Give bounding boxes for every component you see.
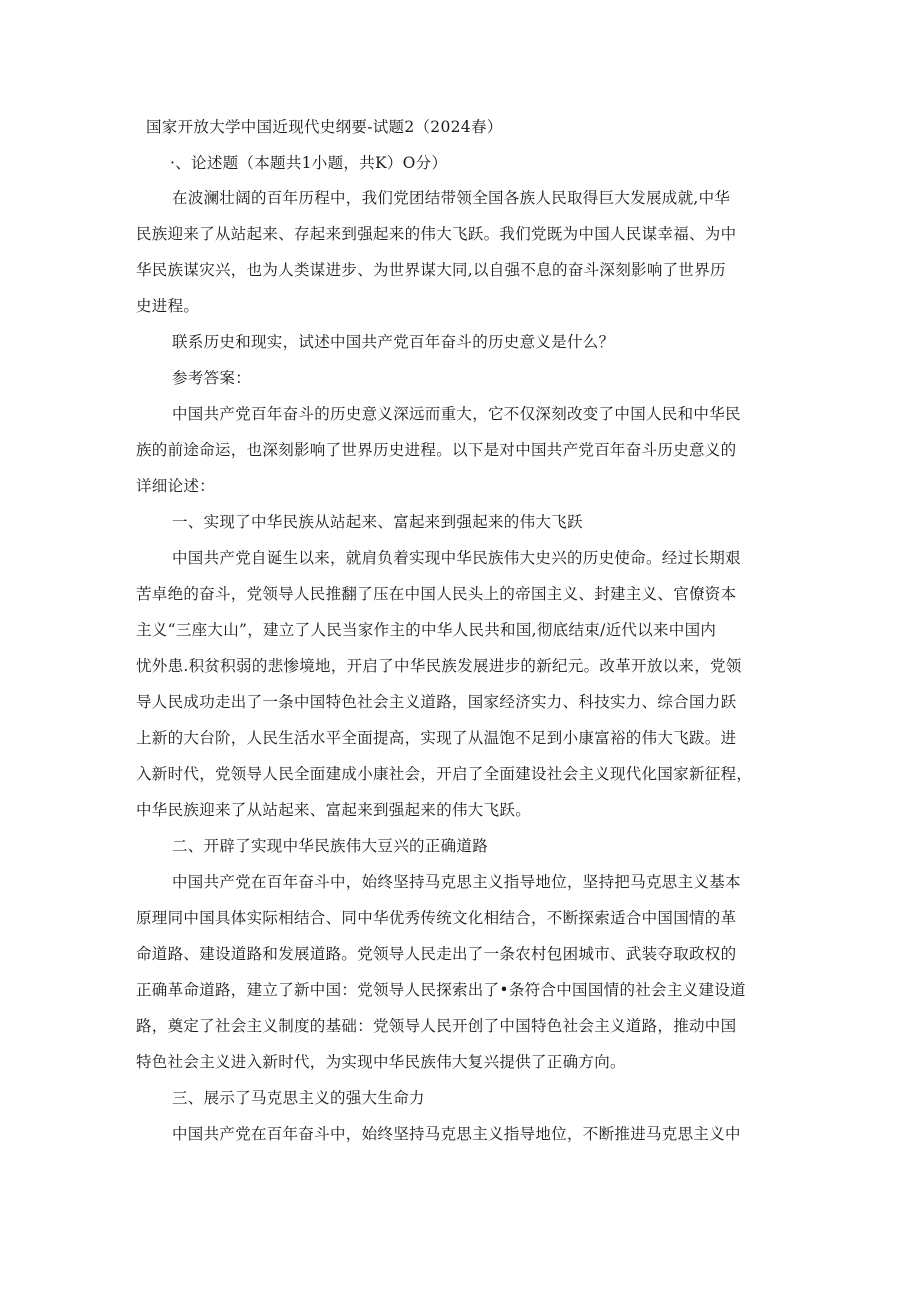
point1-line: 入新时代，党领导人民全面建成小康社会，开启了全面建设社会主义现代化国家新征程， <box>136 765 753 783</box>
point2-line: 正确革命道路，建立了新中国：党领导人民探索出了•条符合中国国情的社会主义建设道 <box>136 981 746 999</box>
point3-heading: 三、展示了马克思主义的强大生命力 <box>172 1089 425 1107</box>
question-line: 民族迎来了从站起来、存起来到强起来的伟大飞跃。我们党既为中国人民谋幸福、为中 <box>136 225 737 243</box>
point2-line: 中国共产党在百年奋斗中，始终坚持马克思主义指导地位，坚持把马克思主义基本 <box>172 873 741 891</box>
point1-line: 导人民成功走出了一条中国特色社会主义道路，国家经济实力、科技实力、综合国力跃 <box>136 693 737 711</box>
document-title: 国家开放大学中国近现代史纲要-试题2（2024春） <box>146 118 503 136</box>
point2-heading: 二、开辟了实现中华民族伟大豆兴的正确道路 <box>172 837 489 855</box>
point1-line: 苦卓绝的奋斗，党领导人民推翻了压在中国人民头上的帝国主义、封建主义、官僚资本 <box>136 585 737 603</box>
point2-line: 原理同中国具体实际相结合、同中华优秀传统文化相结合，不断探索适合中国国情的革 <box>136 909 737 927</box>
question-line: 史进程。 <box>136 297 200 315</box>
answer-label: 参考答案： <box>172 369 252 387</box>
intro-line: 族的前途命运，也深刻影响了世界历史进程。以下是对中国共产党百年奋斗历史意义的 <box>136 441 737 459</box>
question-line: 在波澜壮阔的百年历程中，我们党团结带领全国各族人民取得巨大发展成就,中华 <box>172 189 731 207</box>
question-line: 华民族谋灾兴，也为人类谋进步、为世界谋大同,以自强不息的奋斗深刻影响了世界历 <box>136 261 726 279</box>
point1-line: 主义“三座大山”，建立了人民当家作主的中华人民共和国,彻底结束/近代以来中国内 <box>136 621 717 639</box>
point3-line: 中国共产党在百年奋斗中，始终坚持马克思主义指导地位，不断推进马克思主义中 <box>172 1125 741 1143</box>
point1-line: 中国共产党自诞生以来，就肩负着实现中华民族伟大史兴的历史使命。经过长期艰 <box>172 549 741 567</box>
point2-line: 特色社会主义进入新时代，为实现中华民族伟大复兴提供了正确方向。 <box>136 1053 626 1071</box>
point1-line: 上新的大台阶，人民生活水平全面提高，实现了从温饱不足到小康富裕的伟大飞跋。进 <box>136 729 737 747</box>
section-heading: ·、论述题（本题共1小题，共K）O分） <box>170 154 448 172</box>
point1-line: 中华民族迎来了从站起来、富起来到强起来的伟大飞跃。 <box>136 801 532 819</box>
point1-line: 忧外患.积贫积弱的悲惨境地，开启了中华民族发展进步的新纪元。改革开放以来，党领 <box>136 657 742 675</box>
point2-line: 路，奠定了社会主义制度的基础：党领导人民开创了中国特色社会主义道路，推动中国 <box>136 1017 737 1035</box>
intro-line: 详细论述： <box>136 477 216 495</box>
intro-line: 中国共产党百年奋斗的历史意义深远而重大，它不仅深刻改变了中国人民和中华民 <box>172 405 741 423</box>
point2-line: 命道路、建设道路和发展道路。党领导人民走出了一条农村包困城市、武装夺取政权的 <box>136 945 737 963</box>
question-prompt: 联系历史和现实，试述中国共产党百年奋斗的历史意义是什么？ <box>172 333 615 351</box>
point1-heading: 一、实现了中华民族从站起来、富起来到强起来的伟大飞跃 <box>172 513 583 531</box>
